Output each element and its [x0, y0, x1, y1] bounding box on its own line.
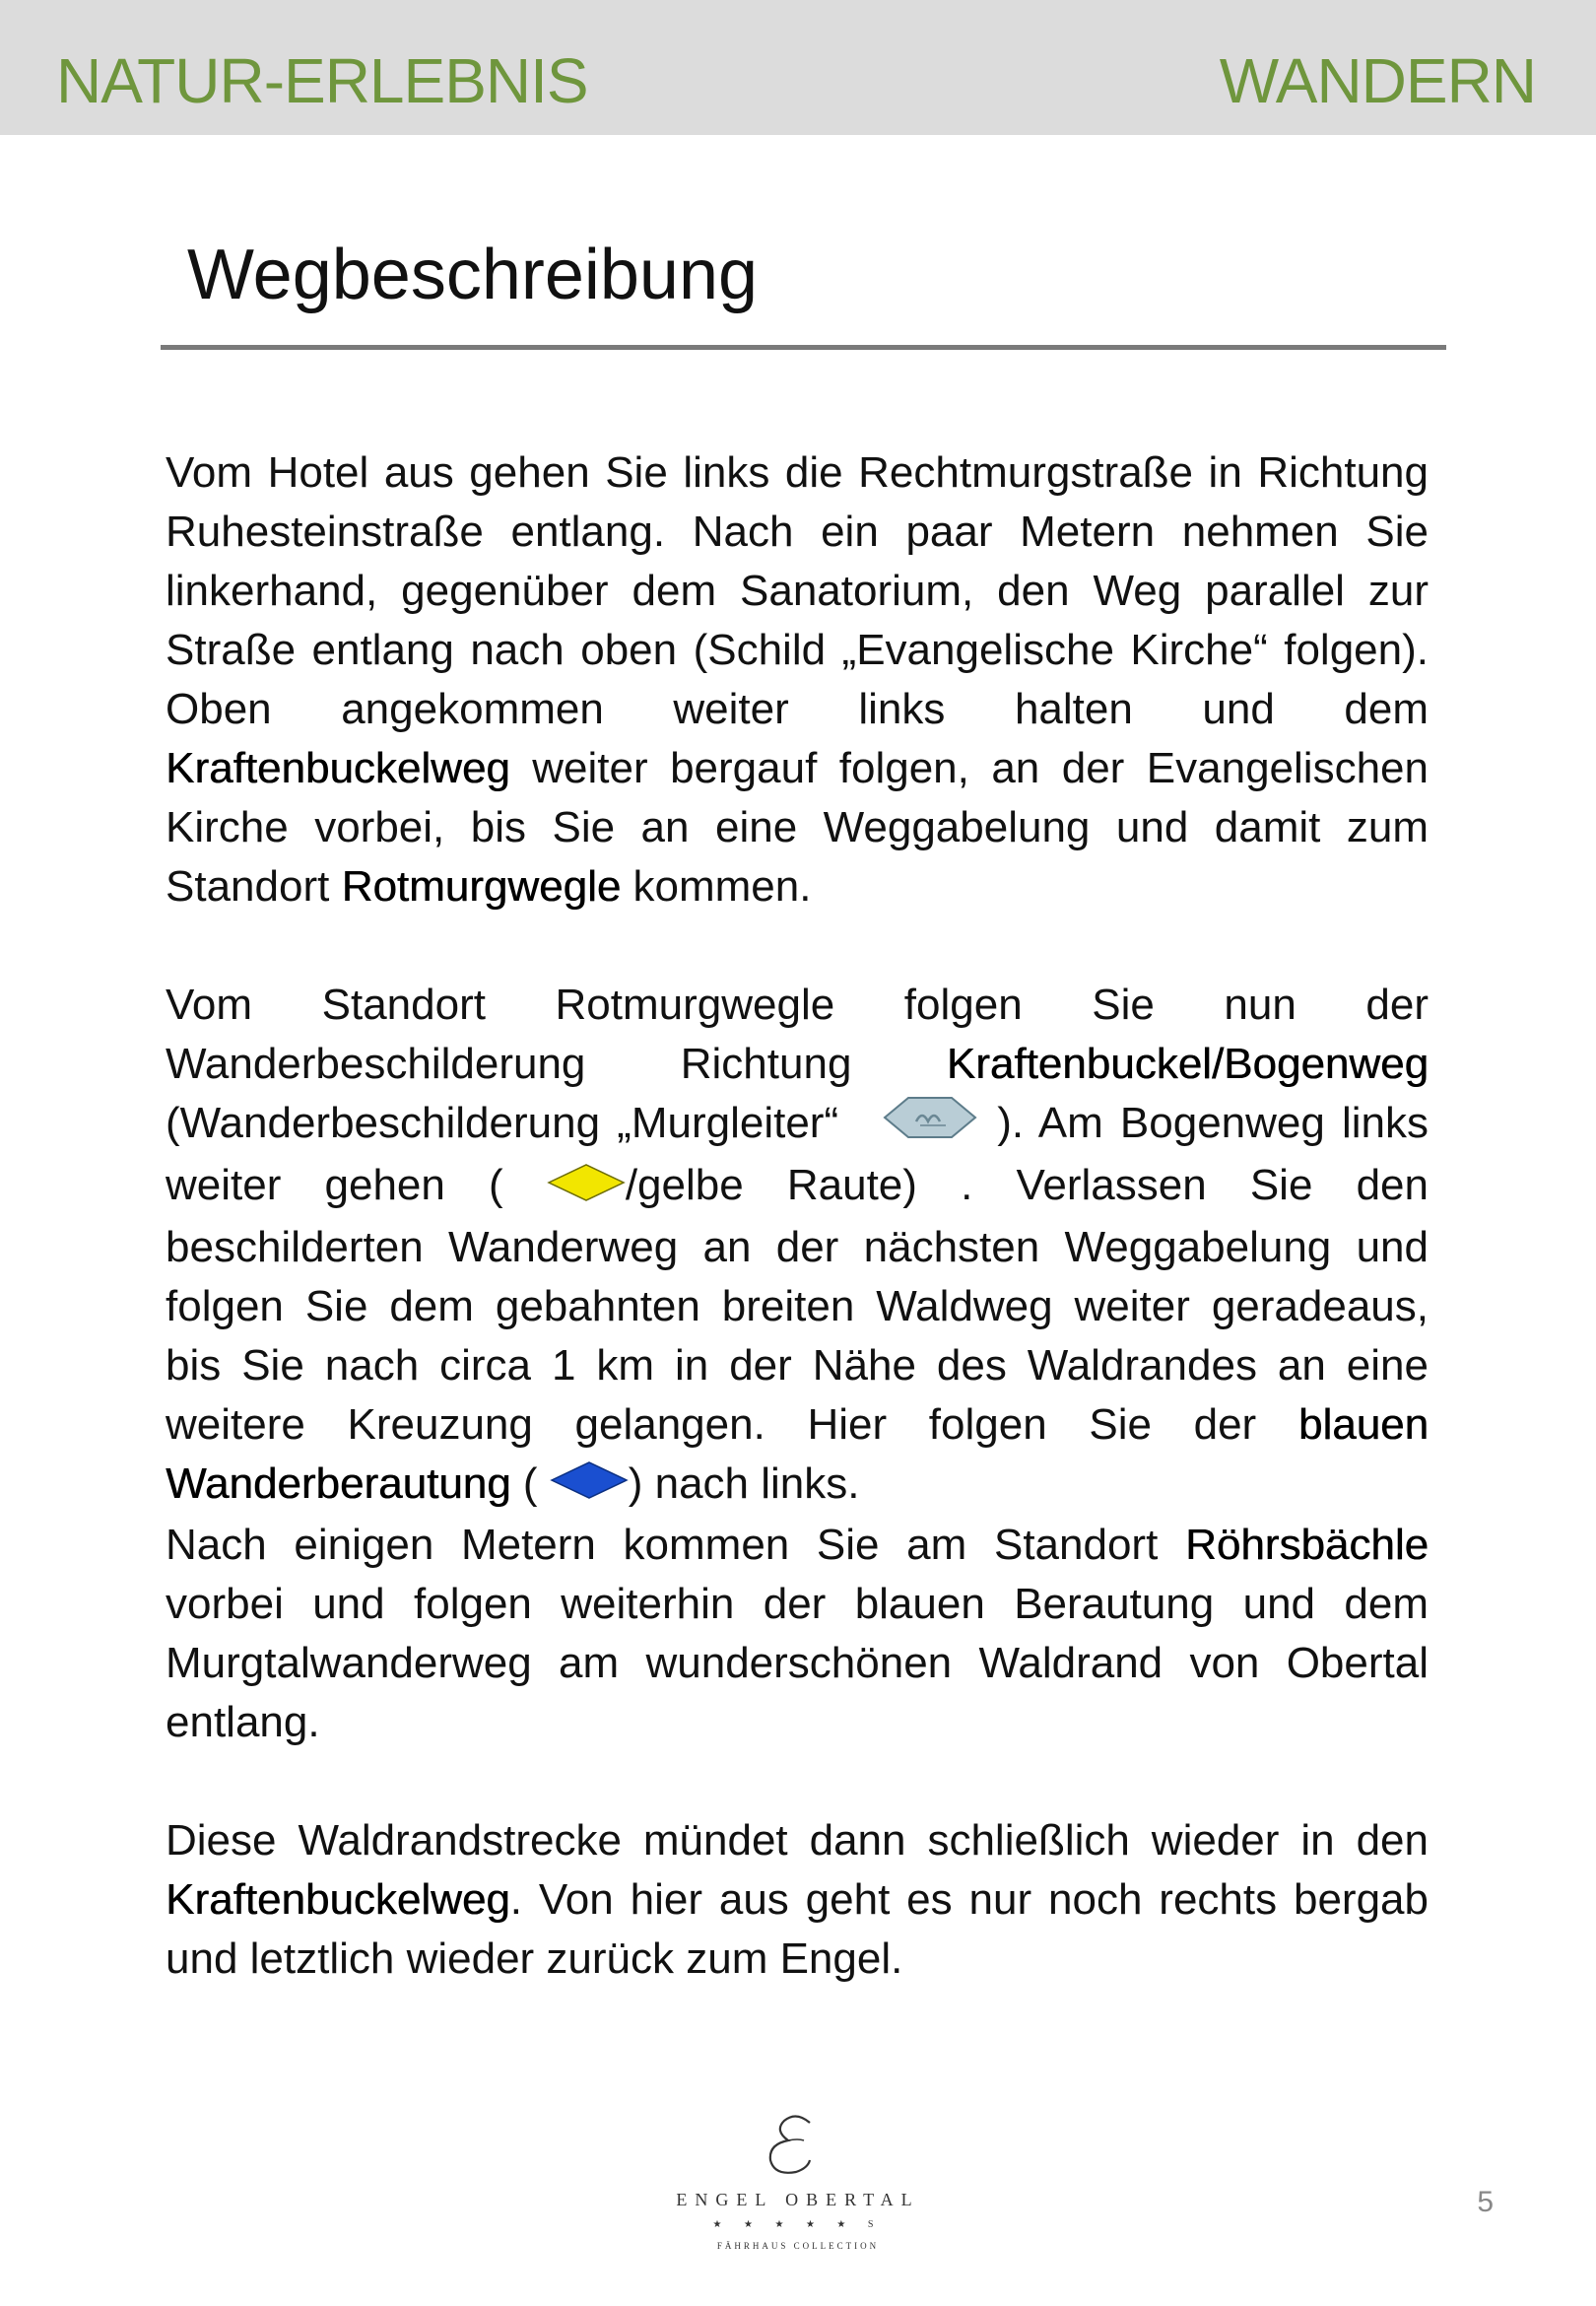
- murgleiter-sign-icon: [881, 1095, 979, 1156]
- text: (: [510, 1458, 550, 1508]
- paragraph-gap: [166, 916, 1429, 976]
- title-divider: [161, 345, 1446, 350]
- logo-name: ENGEL OBERTAL: [676, 2190, 920, 2209]
- text: Vom Standort Rotmurgwegle folgen Sie nun der Wanderbeschilderung Richtung: [166, 981, 1429, 1088]
- highlight-roehrsbaechle: Röhrsbächle: [1184, 1521, 1429, 1570]
- text: . Von hier aus geht es nur noch rechts bergab und letztlich wieder zurück zum Engel.: [166, 1875, 1429, 1984]
- page-title: Wegbeschreibung: [187, 236, 759, 314]
- highlight-kraftenbuckelweg: Kraftenbuckelweg: [166, 1875, 510, 1925]
- text: ). Am Bogenweg links weiter gehen (: [166, 1099, 1430, 1210]
- yellow-diamond-icon: [547, 1159, 626, 1218]
- highlight-kraftenbuckelweg: Kraftenbuckelweg: [166, 744, 510, 792]
- text: kommen.: [621, 862, 812, 911]
- text: vorbei und folgen weiterhin der blauen Berautung und dem Murgtalwanderweg am wunderschönen Waldrand von Obertal entlang.: [166, 1580, 1429, 1747]
- logo-stars: ★ ★ ★ ★ ★ S: [712, 2219, 884, 2230]
- blue-diamond-icon: [550, 1457, 629, 1516]
- text: (Wanderbeschilderung „Murgleiter“: [166, 1099, 856, 1147]
- text: weiter bergauf folgen, an der Evangelischen Kirche vorbei, bis Sie an eine Weggabelung und damit zum Standort: [166, 744, 1429, 911]
- route-description: [166, 443, 1429, 1989]
- section-label: NATUR-ERLEBNIS: [56, 45, 588, 116]
- highlight-blaue-wanderberautung: blauen Wanderberautung: [166, 1399, 1429, 1508]
- text: Vom Hotel aus gehen Sie links die Rechtmurgstraße in Richtung Ruhesteinstraße entlang. Nach ein paar Metern nehmen Sie linkerhand, gegenüber dem Sanatorium, den Weg parallel zur Straße entlang nach oben (Schild „Evangelische Kirche“ folgen). Oben angekommen weiter links halten und dem: [166, 448, 1429, 733]
- paragraph-1: [166, 443, 1429, 916]
- text: Diese Waldrandstrecke mündet dann schließlich wieder in den: [166, 1816, 1429, 1865]
- text: Nach einigen Metern kommen Sie am Standort: [166, 1521, 1185, 1570]
- text: /gelbe Raute) . Verlassen Sie den beschilderten Wanderweg an der nächsten Weggabelung und folgen Sie dem gebahnten breiten Waldweg weiter geradeaus, bis Sie nach circa 1 km in der Nähe des Waldrandes an eine weitere Kreuzung gelangen. Hier folgen Sie der: [166, 1161, 1429, 1449]
- paragraph-3: [166, 1516, 1429, 1752]
- highlight-rotmurgwegle: Rotmurgwegle: [341, 862, 622, 911]
- paragraph-gap: [166, 1752, 1429, 1811]
- page-header: [0, 0, 1596, 135]
- highlight-kraftenbuckel-bogenweg: Kraftenbuckel/Bogenweg: [946, 1040, 1429, 1088]
- paragraph-4: [166, 1811, 1429, 1989]
- page-number: 5: [1477, 2186, 1494, 2218]
- category-label: WANDERN: [1219, 45, 1536, 116]
- text: ) nach links.: [628, 1458, 860, 1508]
- paragraph-2: [166, 976, 1429, 1516]
- logo-monogram-icon: [670, 2109, 926, 2188]
- hotel-logo: [670, 2109, 926, 2267]
- logo-subtitle: FÄHRHAUS COLLECTION: [716, 2241, 880, 2251]
